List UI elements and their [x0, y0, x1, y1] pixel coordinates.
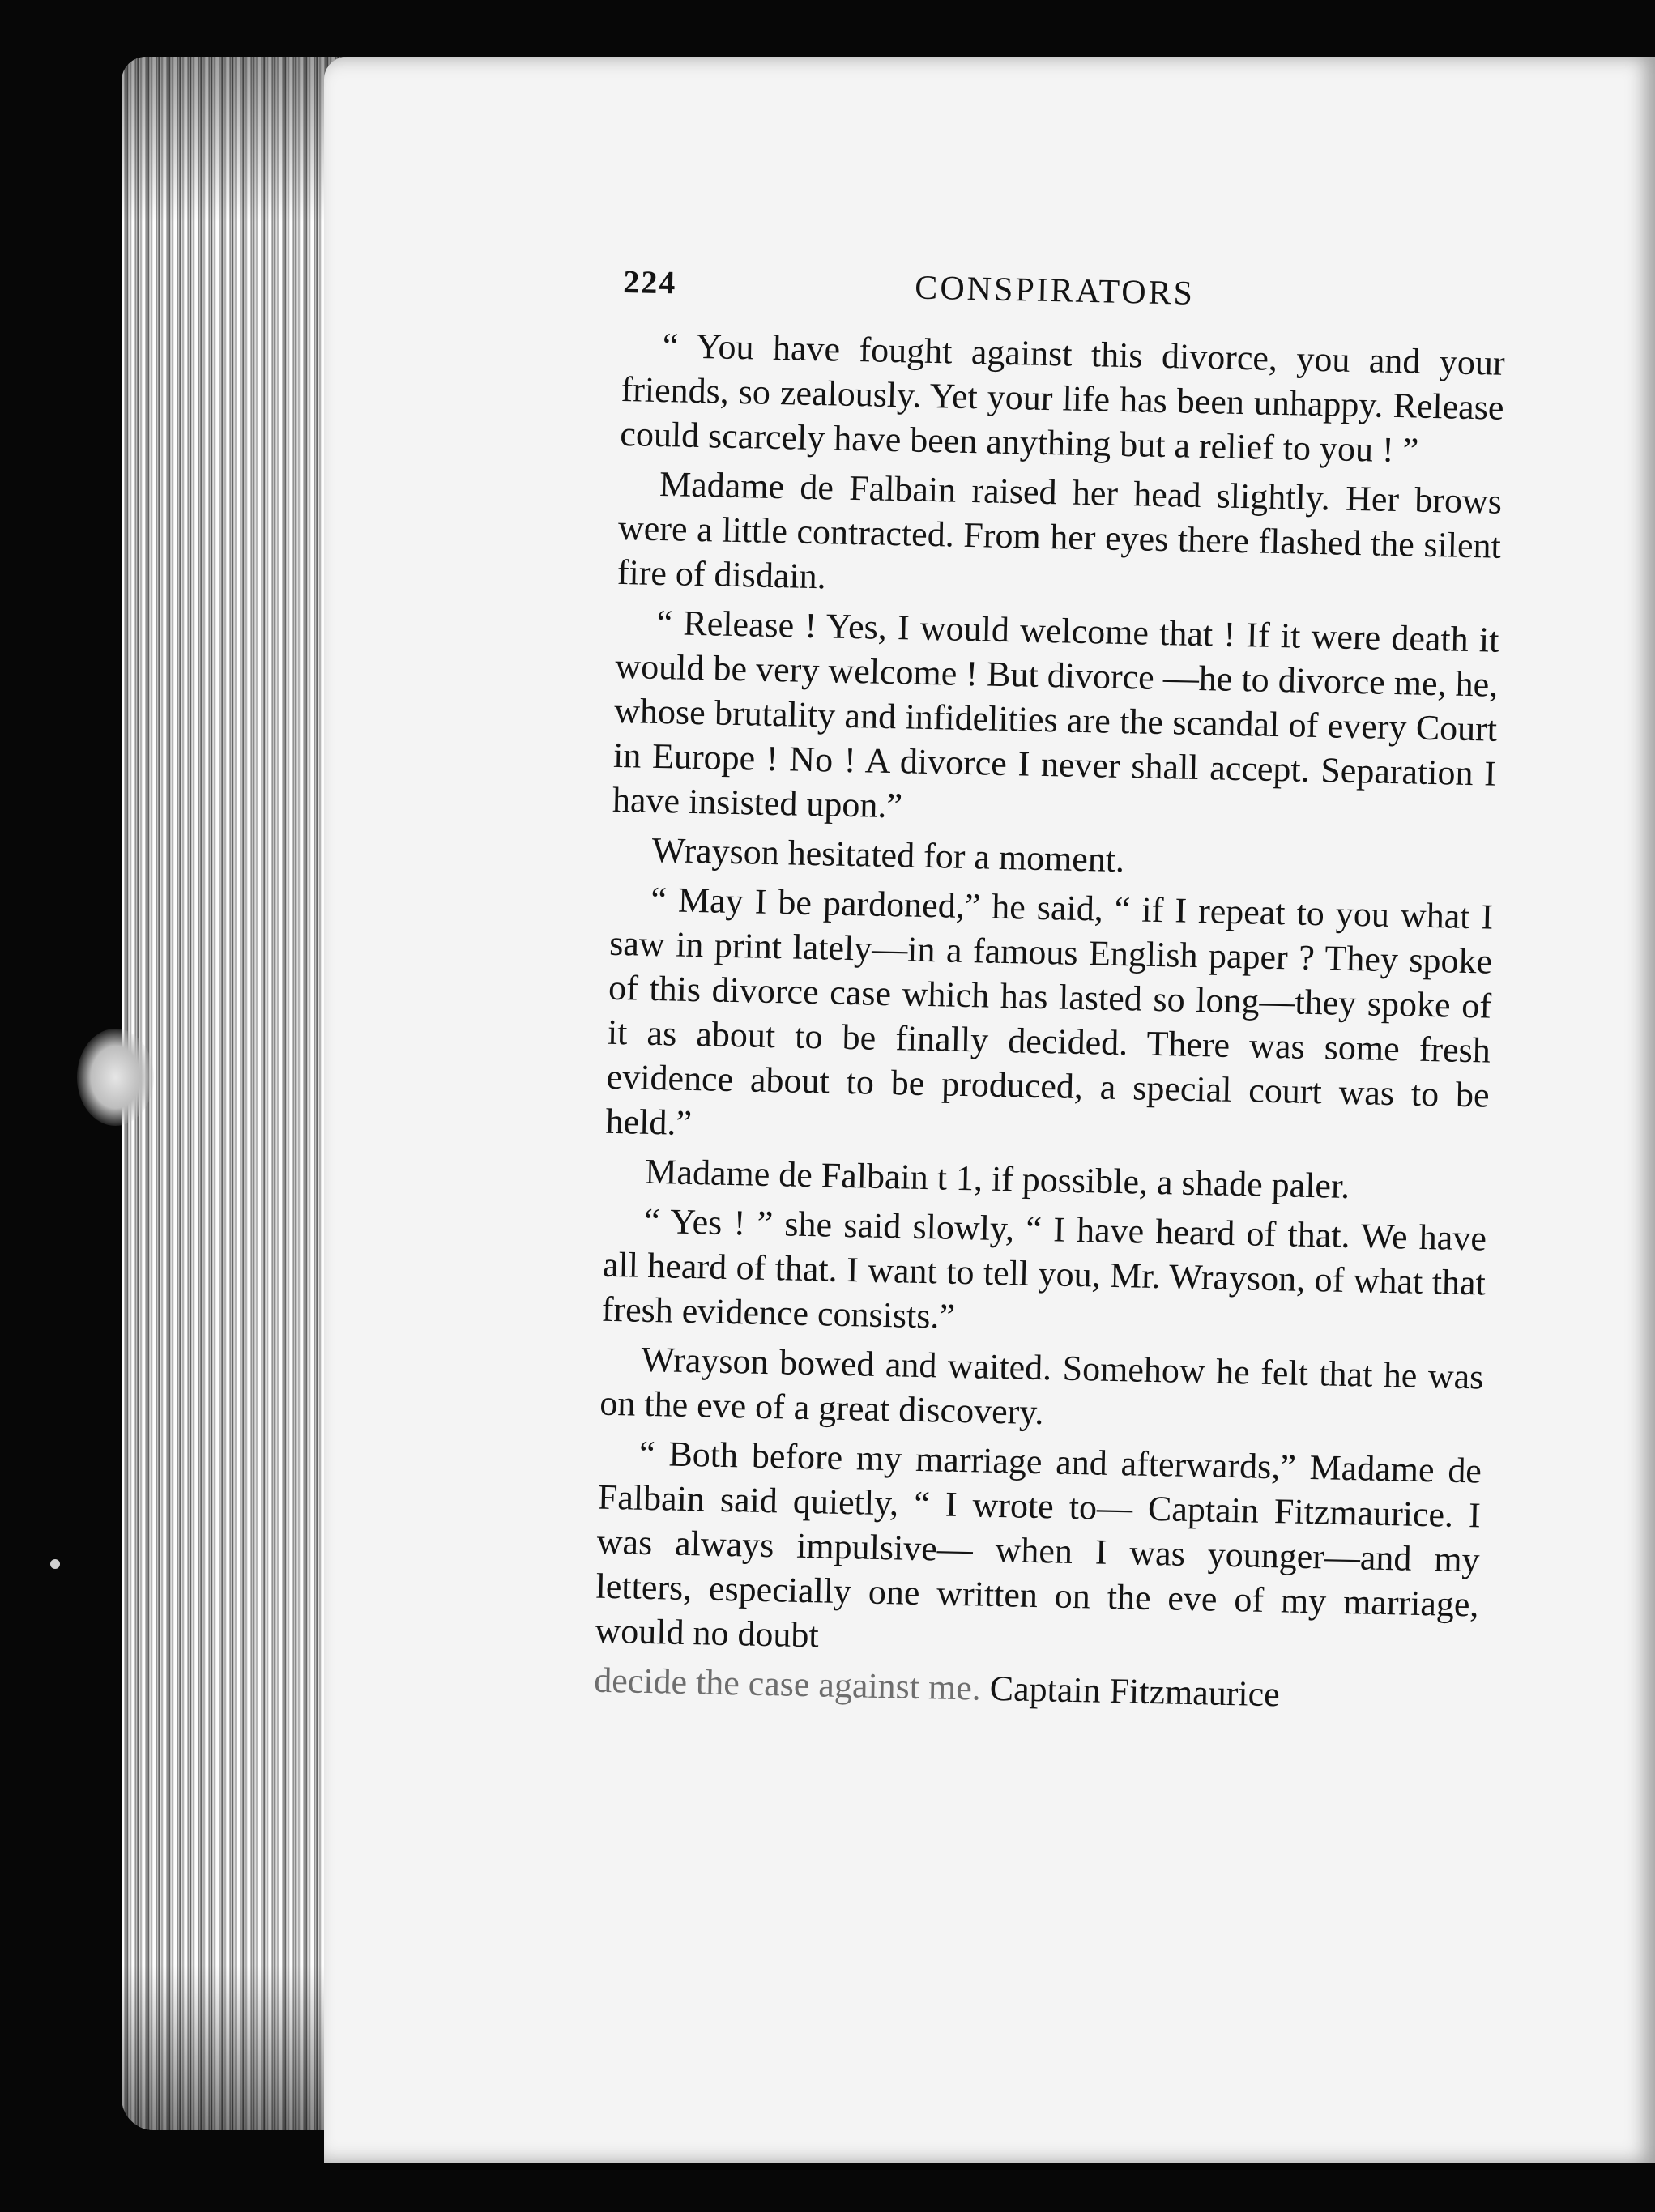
paragraph: Wrayson bowed and waited. Somehow he felt that he was on the eve of a great discovery. [599, 1339, 1484, 1433]
page-number: 224 [622, 262, 677, 301]
running-head [623, 259, 1507, 323]
paragraph: “ You have fought against this divorce, you and your friends, so zealously. Yet your life has been unhappy. Release could scarcely have been anything but a relief to you ! ” [619, 326, 1506, 471]
paragraph: Madame de Falbain t 1, if possible, a shade paler. [644, 1151, 1350, 1207]
paragraph: Wrayson hesitated for a moment. [651, 829, 1125, 880]
last-line-text: Captain Fitzmaurice [989, 1668, 1281, 1715]
book-page [324, 57, 1655, 2163]
page-text-block [594, 259, 1507, 1725]
faded-text: decide the case against me. [593, 1660, 982, 1708]
scan-dust-dot [50, 1559, 60, 1569]
paragraph: Madame de Falbain raised her head slightly. Her brows were a little contracted. From her eyes there flashed the silent fire of disdain. [616, 463, 1503, 597]
scan-blemish [77, 1029, 154, 1126]
paragraph: “ May I be pardoned,” he said, “ if I repeat to you what I saw in print lately—in a famous English paper ? They spoke of this divorce case which has lasted so long—they spoke of it as about to be finally decided. There was some fresh evidence about to be produced, a special court was to be held.” [605, 879, 1494, 1143]
paragraph: “ Release ! Yes, I would welcome that ! If it were death it would be very welcome ! But divorce —he to divorce me, he, whose brutality and infidelities are the scandal of every Court in Europe ! No ! A divorce I never shall accept. Separation I have insisted upon.” [612, 602, 1499, 826]
running-title: CONSPIRATORS [914, 269, 1196, 313]
paragraph: “ Yes ! ” she said slowly, “ I have heard of that. We have all heard of that. I want to tell you, Mr. Wrayson, of what that fresh evidence consists.” [601, 1200, 1487, 1336]
paragraph: “ Both before my marriage and afterwards,” Madame de Falbain said quietly, “ I wrote to— Captain Fitzmaurice. I was always impulsive— when I was younger—and my letters, especially one written on the eve of my marriage, would no doubt [595, 1433, 1482, 1656]
